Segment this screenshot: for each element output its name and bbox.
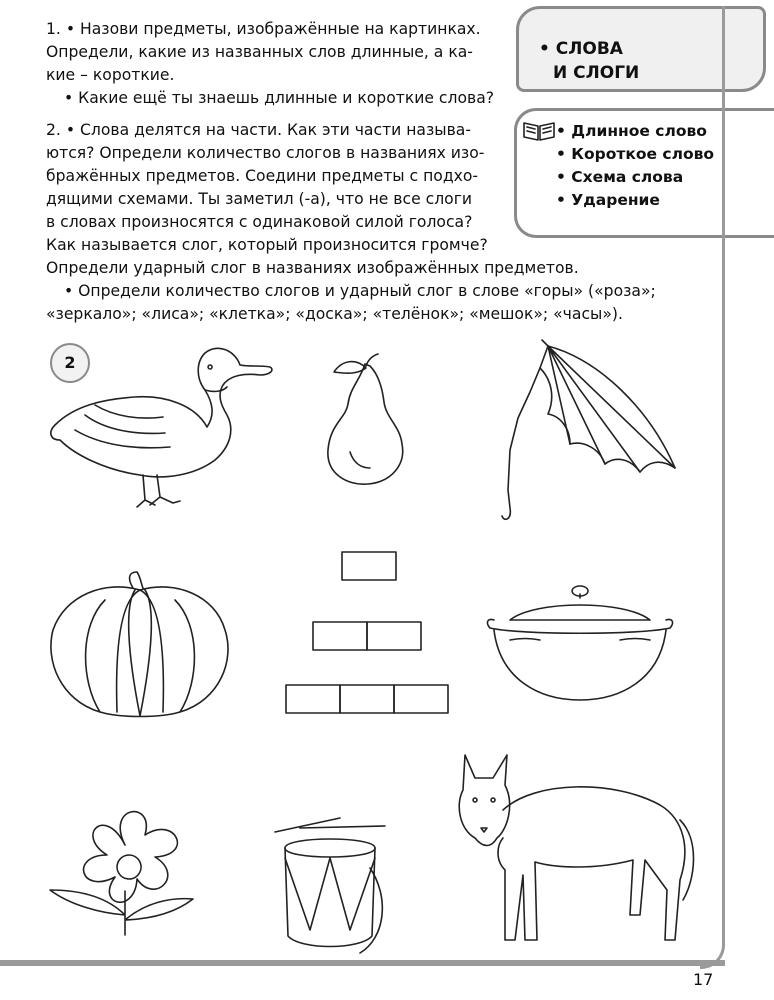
task1-line2: Определи, какие из названных слов длинные, а ка-: [46, 43, 473, 61]
task2-line5: в словах произносятся с одинаковой силой голоса?: [46, 213, 473, 231]
book-icon: [522, 120, 556, 142]
syllable-cell: [340, 685, 394, 713]
keyword-short-word: • Короткое слово: [556, 145, 715, 163]
task2-line2: ются? Определи количество слогов в названиях изо-: [46, 144, 485, 162]
duck-picture: [45, 335, 275, 515]
syllable-cell: [313, 622, 367, 650]
task2-line4: дящими схемами. Ты заметил (-а), что не все слоги: [46, 190, 473, 208]
pot-picture: [480, 580, 680, 710]
keyword-word-scheme: • Схема слова: [556, 168, 684, 186]
topic-title-line1: • СЛОВА: [539, 39, 623, 59]
task2-line8: • Определи количество слогов и ударный слог в слове «горы» («роза»;: [64, 282, 656, 300]
task2-line9: «зеркало»; «лиса»; «клетка»; «доска»; «телёнок»; «мешок»; «часы»).: [46, 305, 623, 323]
keyword-long-word: • Длинное слово: [556, 122, 707, 140]
page-number: 17: [693, 970, 714, 989]
task1-line1: 1. • Назови предметы, изображённые на картинках.: [46, 20, 481, 38]
syllable-schemes: [280, 550, 480, 720]
pear-picture: [320, 352, 420, 492]
wolf-picture: [445, 750, 705, 970]
syllable-cell: [286, 685, 340, 713]
drum-picture: [270, 818, 390, 958]
umbrella-picture: [490, 340, 690, 540]
topic-box: [516, 6, 766, 92]
syllable-cell: [342, 552, 396, 580]
task2-line3: бражённых предметов. Соедини предметы с подхо-: [46, 167, 479, 185]
topic-title-line2: И СЛОГИ: [553, 63, 640, 83]
syllable-cell: [394, 685, 448, 713]
task2-line1: 2. • Слова делятся на части. Как эти части называ-: [46, 121, 471, 139]
task1-line4: • Какие ещё ты знаешь длинные и короткие слова?: [64, 89, 495, 107]
keyword-stress: • Ударение: [556, 191, 660, 209]
task1-line3: кие – короткие.: [46, 66, 175, 84]
syllable-cell: [367, 622, 421, 650]
pumpkin-picture: [45, 570, 235, 720]
task2-line6: Как называется слог, который произносится громче?: [46, 236, 488, 254]
task2-line7: Определи ударный слог в названиях изображённых предметов.: [46, 259, 579, 277]
flower-picture: [45, 795, 205, 945]
exercise-number-badge: 2: [50, 343, 90, 383]
